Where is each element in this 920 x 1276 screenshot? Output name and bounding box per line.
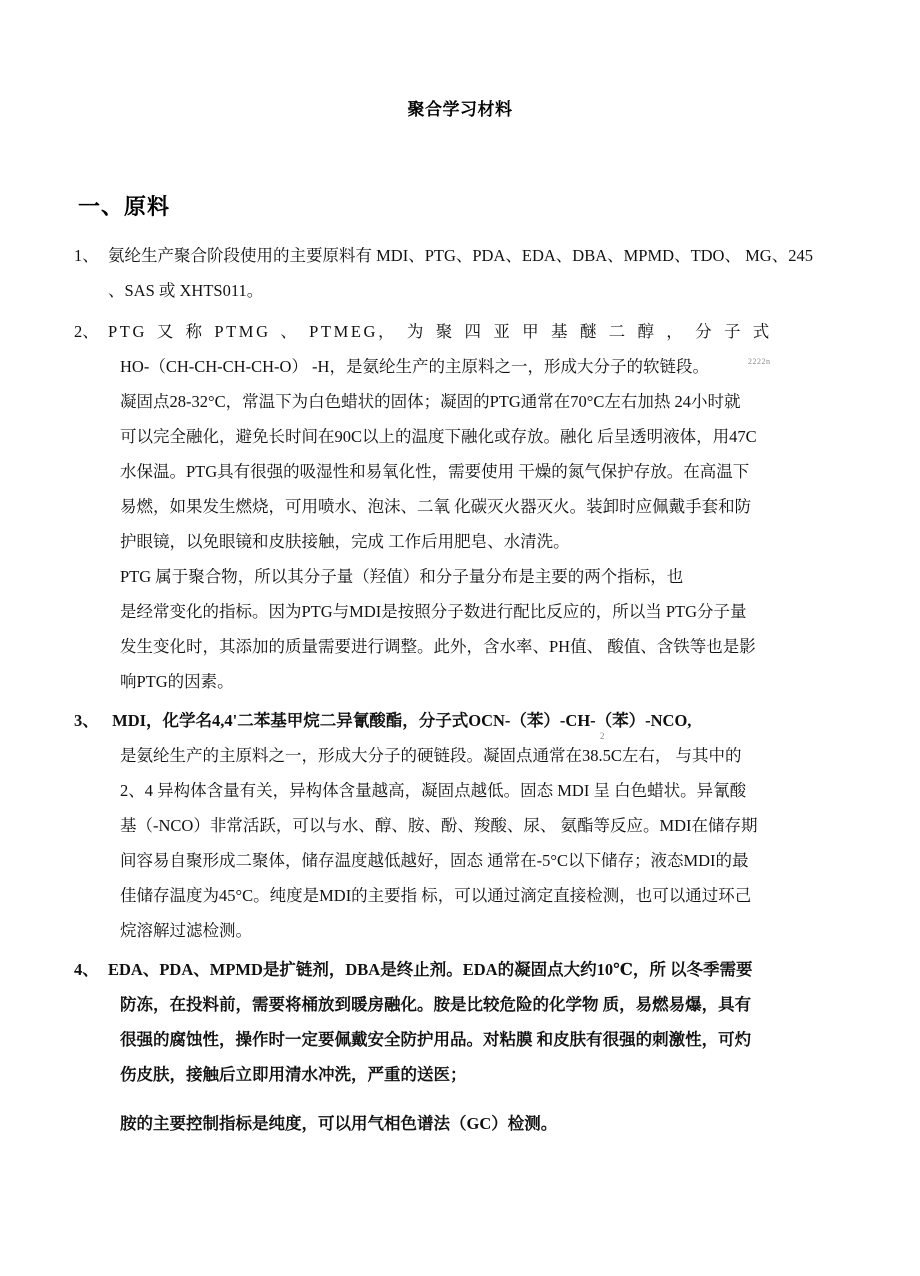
list-item-1-marker: 1、 — [74, 246, 99, 265]
item3-line-5: 间容易自聚形成二聚体，储存温度越低越好，固态 通常在-5°C以下储存；液态MDI的最 — [120, 851, 749, 870]
item4-line-2: 防冻，在投料前，需要将桶放到暖房融化。胺是比较危险的化学物 质，易燃易爆，具有 — [120, 995, 752, 1014]
list-item-2-marker: 2、 — [74, 322, 99, 341]
item3-line-4: 基（-NCO）非常活跃，可以与水、醇、胺、酚、羧酸、尿、 氨酯等反应。MDI在储存期 — [120, 816, 758, 835]
item1-line-1: 氨纶生产聚合阶段使用的主要原料有 MDI、PTG、PDA、EDA、DBA、MPMD、TDO、 MG、245 — [108, 246, 813, 265]
item2-line-3: 凝固点28-32°C，常温下为白色蜡状的固体；凝固的PTG通常在70°C左右加热 24小时就 — [120, 392, 741, 411]
item2-line-9: 是经常变化的指标。因为PTG与MDI是按照分子数进行配比反应的，所以当 PTG分子量 — [120, 602, 747, 621]
item2-line-6: 易燃，如果发生燃烧，可用喷水、泡沫、二氧 化碳灭火器灭火。装卸时应佩戴手套和防 — [120, 497, 752, 516]
item1-line-2: 、SAS 或 XHTS011。 — [108, 281, 264, 300]
item2-line-5: 水保温。PTG具有很强的吸湿性和易氧化性，需要使用 干燥的氮气保护存放。在高温下 — [120, 462, 750, 481]
item2-line-8: PTG 属于聚合物，所以其分子量（羟值）和分子量分布是主要的两个指标，也 — [120, 567, 684, 586]
item3-line-1: MDI，化学名4,4'二苯基甲烷二异氰酸酯，分子式OCN-（苯）-CH-（苯）-NCO, — [108, 711, 692, 730]
list-item-1 — [74, 238, 864, 308]
item2-line-1: PTG 又 称 PTMG 、 PTMEG， 为 聚 四 亚 甲 基 醚 二 醇 ， 分 子 式 — [108, 322, 772, 341]
list-item-3-marker: 3、 — [74, 711, 99, 730]
item4-line-3: 很强的腐蚀性，操作时一定要佩戴安全防护用品。对粘膜 和皮肤有很强的刺激性，可灼 — [120, 1030, 752, 1049]
item2-line-10: 发生变化时，其添加的质量需要进行调整。此外，含水率、PH值、 酸值、含铁等也是影 — [120, 637, 756, 656]
item4-line-5: 胺的主要控制指标是纯度，可以用气相色谱法（GC）检测。 — [120, 1114, 558, 1133]
list-item-4 — [74, 952, 864, 1141]
item4-line-1: EDA、PDA、MPMD是扩链剂，DBA是终止剂。EDA的凝固点大约10℃，所 以冬季需要 — [108, 960, 753, 979]
item3-line-7: 烷溶解过滤检测。 — [120, 921, 252, 940]
item2-line-11: 响PTG的因素。 — [120, 672, 234, 691]
list-item-3 — [74, 703, 864, 948]
list-item-4-marker: 4、 — [74, 960, 99, 979]
formula-subscript-artifact-mdi: 2 — [600, 731, 605, 741]
list-item-3-body — [108, 703, 864, 948]
section-heading-raw-materials: 一、原料 — [78, 195, 171, 220]
list-item-2 — [74, 314, 864, 699]
list-item-2-body — [108, 314, 864, 699]
item3-line-6: 佳储存温度为45°C。纯度是MDI的主要指 标，可以通过滴定直接检测，也可以通过环己 — [120, 886, 752, 905]
item2-line-4: 可以完全融化，避免长时间在90C以上的温度下融化或存放。融化 后呈透明液体，用47C — [120, 427, 757, 446]
item4-line-4: 伤皮肤，接触后立即用清水冲洗，严重的送医； — [120, 1065, 467, 1084]
list-item-4-body — [108, 952, 864, 1141]
item2-formula-line: HO-（CH-CH-CH-CH-O） -H，是氨纶生产的主原料之一，形成大分子的软链段。 — [120, 357, 709, 376]
document-title: 聚合学习材料 — [407, 100, 513, 120]
item3-line-3: 2、4 异构体含量有关，异构体含量越高，凝固点越低。固态 MDI 呈 白色蜡状。异氰酸 — [120, 781, 747, 800]
document-body — [74, 238, 864, 1141]
list-item-1-body — [108, 238, 864, 308]
formula-subscript-artifact-ptg: 2222n — [748, 357, 771, 366]
item2-line-7: 护眼镜，以免眼镜和皮肤接触，完成 工作后用肥皂、水清洗。 — [120, 532, 570, 551]
item3-line-2: 是氨纶生产的主原料之一，形成大分子的硬链段。凝固点通常在38.5C左右， 与其中的 — [120, 746, 742, 765]
